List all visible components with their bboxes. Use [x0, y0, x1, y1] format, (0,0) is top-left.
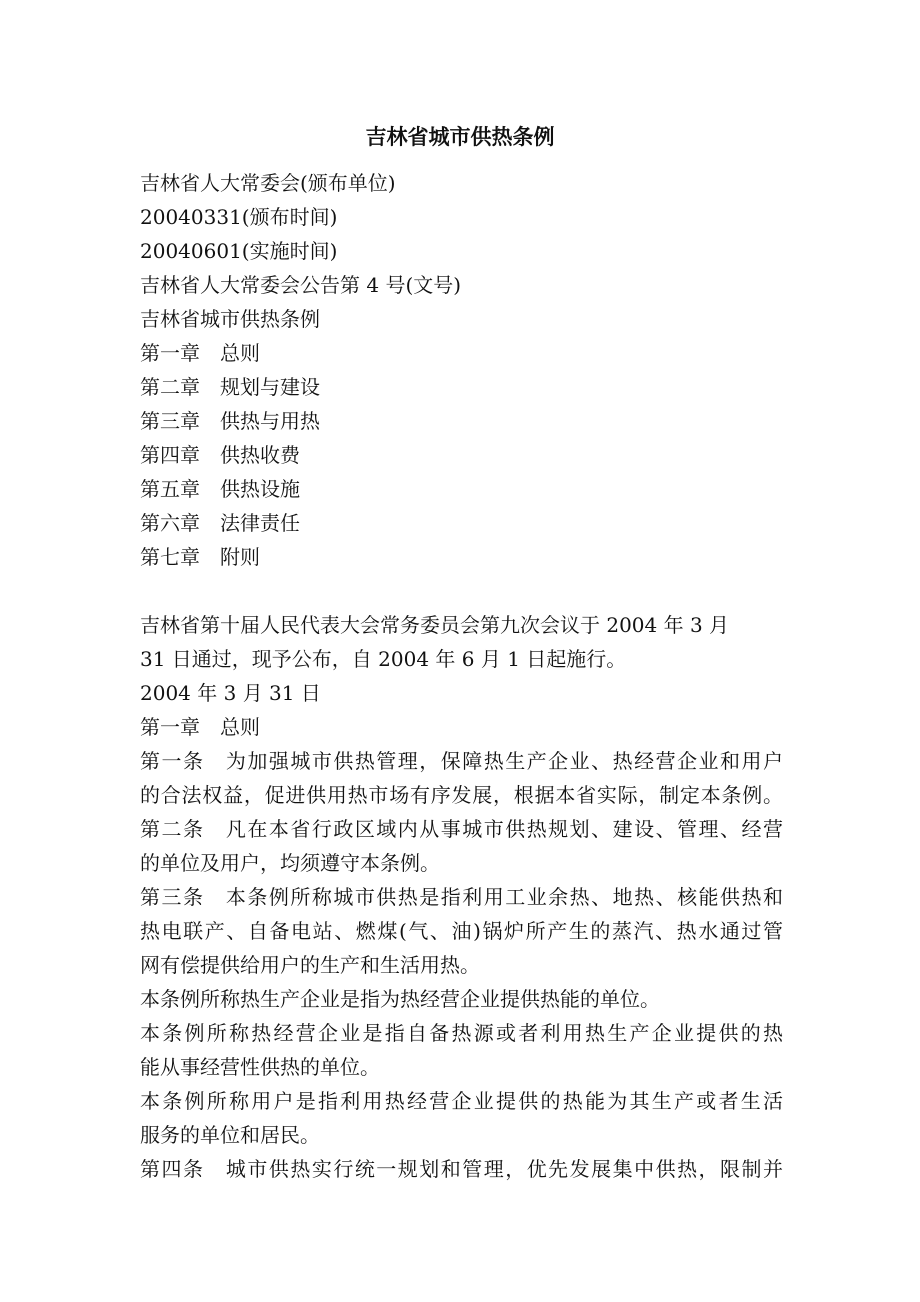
article-line: 第三条 本条例所称城市供热是指利用工业余热、地热、核能供热和 — [140, 885, 783, 909]
meta-issued-date: 20040331(颁布时间) — [140, 205, 338, 229]
document-body — [140, 166, 783, 1186]
article-line: 第四条 城市供热实行统一规划和管理，优先发展集中供热，限制并 — [140, 1157, 783, 1181]
meta-issuer: 吉林省人大常委会(颁布单位) — [140, 171, 396, 195]
article-line: 第一条 为加强城市供热管理，保障热生产企业、热经营企业和用户 — [140, 749, 783, 773]
meta-doc-number: 吉林省人大常委会公告第 4 号(文号) — [140, 273, 462, 297]
chapter-heading: 第一章 总则 — [140, 715, 260, 739]
toc-item: 第七章 附则 — [140, 545, 260, 569]
article-line: 的单位及用户，均须遵守本条例。 — [140, 851, 440, 875]
meta-regulation-name: 吉林省城市供热条例 — [140, 307, 320, 331]
toc-item: 第三章 供热与用热 — [140, 409, 320, 433]
toc-item: 第五章 供热设施 — [140, 477, 300, 501]
article-line: 的合法权益，促进供用热市场有序发展，根据本省实际，制定本条例。 — [140, 783, 783, 807]
toc-item: 第四章 供热收费 — [140, 443, 300, 467]
toc-item: 第六章 法律责任 — [140, 511, 300, 535]
announcement-date: 2004 年 3 月 31 日 — [140, 681, 321, 705]
article-line: 服务的单位和居民。 — [140, 1123, 320, 1147]
article-line: 本条例所称热经营企业是指自备热源或者利用热生产企业提供的热 — [140, 1021, 783, 1045]
article-line: 本条例所称热生产企业是指为热经营企业提供热能的单位。 — [140, 987, 660, 1011]
article-line: 能从事经营性供热的单位。 — [140, 1055, 380, 1079]
toc-item: 第一章 总则 — [140, 341, 260, 365]
article-line: 第二条 凡在本省行政区域内从事城市供热规划、建设、管理、经营 — [140, 817, 783, 841]
article-line: 网有偿提供给用户的生产和生活用热。 — [140, 953, 480, 977]
document-title: 吉林省城市供热条例 — [365, 124, 555, 149]
announcement-line: 31 日通过，现予公布，自 2004 年 6 月 1 日起施行。 — [140, 647, 627, 671]
toc-item: 第二章 规划与建设 — [140, 375, 320, 399]
blank-line — [140, 574, 783, 608]
meta-effective-date: 20040601(实施时间) — [140, 239, 338, 263]
article-line: 热电联产、自备电站、燃煤(气、油)锅炉所产生的蒸汽、热水通过管 — [140, 919, 783, 943]
article-line: 本条例所称用户是指利用热经营企业提供的热能为其生产或者生活 — [140, 1089, 783, 1113]
announcement-line: 吉林省第十届人民代表大会常务委员会第九次会议于 2004 年 3 月 — [140, 613, 730, 637]
